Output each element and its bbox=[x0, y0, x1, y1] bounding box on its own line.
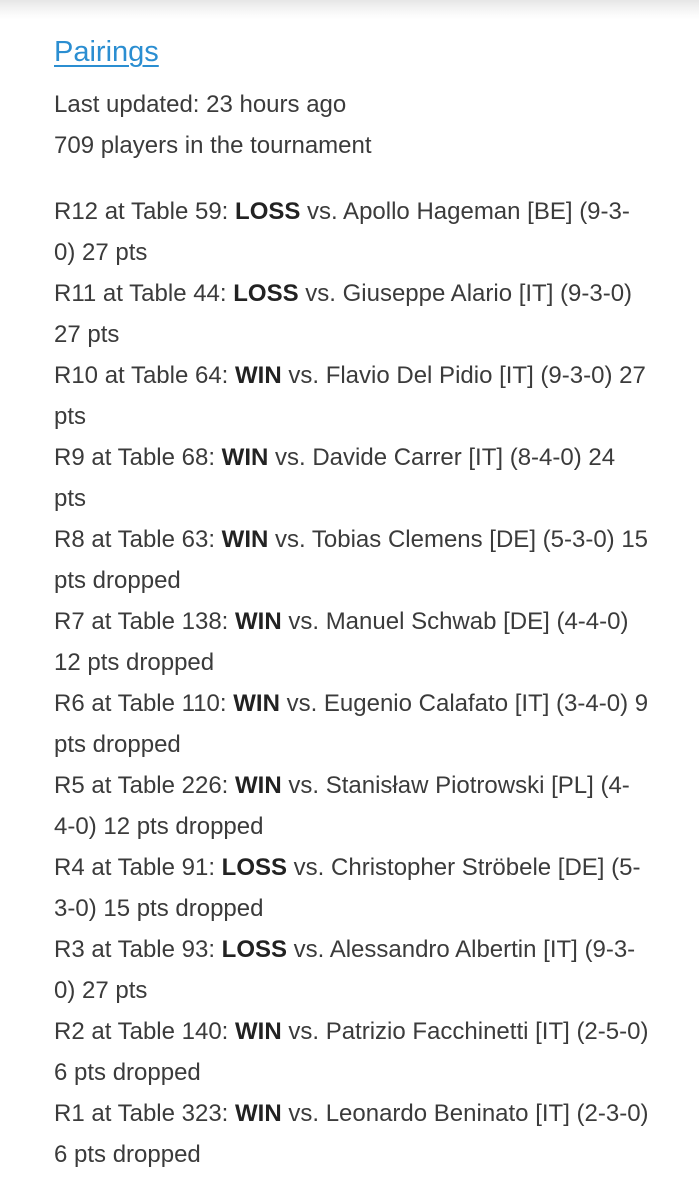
round-opponent: vs. Stanisław Piotrowski [PL] (4-4-0) 12 pts dropped bbox=[54, 772, 630, 840]
top-edge-shadow bbox=[0, 0, 699, 20]
round-prefix: R1 at Table 323: bbox=[54, 1100, 236, 1127]
round-result-r2 bbox=[54, 1011, 649, 1093]
round-result-r12 bbox=[54, 191, 649, 273]
round-outcome: LOSS bbox=[233, 280, 299, 307]
round-prefix: R8 at Table 63: bbox=[54, 526, 222, 553]
round-outcome: WIN bbox=[235, 1100, 282, 1127]
round-outcome: LOSS bbox=[221, 854, 288, 881]
round-prefix: R3 at Table 93: bbox=[54, 936, 222, 963]
round-opponent: vs. Apollo Hageman [BE] (9-3-0) 27 pts bbox=[54, 198, 630, 266]
round-result-r11 bbox=[54, 273, 649, 355]
round-result-r7 bbox=[54, 601, 649, 683]
round-outcome: WIN bbox=[233, 690, 280, 717]
pairings-link[interactable]: Pairings bbox=[54, 36, 159, 68]
round-results-list bbox=[54, 191, 649, 1175]
round-outcome: WIN bbox=[235, 1018, 282, 1045]
round-outcome: LOSS bbox=[235, 198, 301, 225]
round-outcome: WIN bbox=[235, 772, 282, 799]
round-opponent: vs. Flavio Del Pidio [IT] (9-3-0) 27 pts bbox=[54, 362, 646, 430]
round-opponent: vs. Davide Carrer [IT] (8-4-0) 24 pts bbox=[54, 444, 616, 512]
round-opponent: vs. Eugenio Calafato [IT] (3-4-0) 9 pts dropped bbox=[54, 690, 649, 758]
round-opponent: vs. Leonardo Beninato [IT] (2-3-0) 6 pts dropped bbox=[54, 1100, 649, 1168]
round-opponent: vs. Tobias Clemens [DE] (5-3-0) 15 pts dropped bbox=[54, 526, 649, 594]
round-outcome: WIN bbox=[221, 526, 269, 553]
tournament-meta bbox=[54, 84, 654, 166]
player-count-text: 709 players in the tournament bbox=[54, 132, 372, 159]
round-outcome: WIN bbox=[235, 608, 282, 635]
round-prefix: R10 at Table 64: bbox=[54, 362, 236, 389]
round-result-r6 bbox=[54, 683, 649, 765]
round-result-r4 bbox=[54, 847, 649, 929]
round-prefix: R12 at Table 59: bbox=[54, 198, 236, 225]
round-outcome: WIN bbox=[221, 444, 269, 471]
pairings-panel bbox=[54, 30, 654, 1175]
round-result-r8 bbox=[54, 519, 649, 601]
round-prefix: R5 at Table 226: bbox=[54, 772, 236, 799]
round-opponent: vs. Giuseppe Alario [IT] (9-3-0) 27 pts bbox=[54, 280, 633, 348]
round-prefix: R4 at Table 91: bbox=[54, 854, 222, 881]
round-outcome: LOSS bbox=[221, 936, 288, 963]
round-opponent: vs. Manuel Schwab [DE] (4-4-0) 12 pts dropped bbox=[54, 608, 629, 676]
round-prefix: R7 at Table 138: bbox=[54, 608, 236, 635]
round-result-r5 bbox=[54, 765, 649, 847]
round-prefix: R6 at Table 110: bbox=[54, 690, 234, 717]
round-opponent: vs. Christopher Ströbele [DE] (5-3-0) 15 pts dropped bbox=[54, 854, 641, 922]
round-outcome: WIN bbox=[235, 362, 282, 389]
round-result-r9 bbox=[54, 437, 649, 519]
round-result-r10 bbox=[54, 355, 649, 437]
round-opponent: vs. Alessandro Albertin [IT] (9-3-0) 27 pts bbox=[54, 936, 636, 1004]
round-result-r3 bbox=[54, 929, 649, 1011]
round-opponent: vs. Patrizio Facchinetti [IT] (2-5-0) 6 pts dropped bbox=[54, 1018, 649, 1086]
round-prefix: R2 at Table 140: bbox=[54, 1018, 236, 1045]
round-prefix: R11 at Table 44: bbox=[54, 280, 234, 307]
round-result-r1 bbox=[54, 1093, 649, 1175]
round-prefix: R9 at Table 68: bbox=[54, 444, 222, 471]
last-updated-text: Last updated: 23 hours ago bbox=[54, 91, 347, 118]
